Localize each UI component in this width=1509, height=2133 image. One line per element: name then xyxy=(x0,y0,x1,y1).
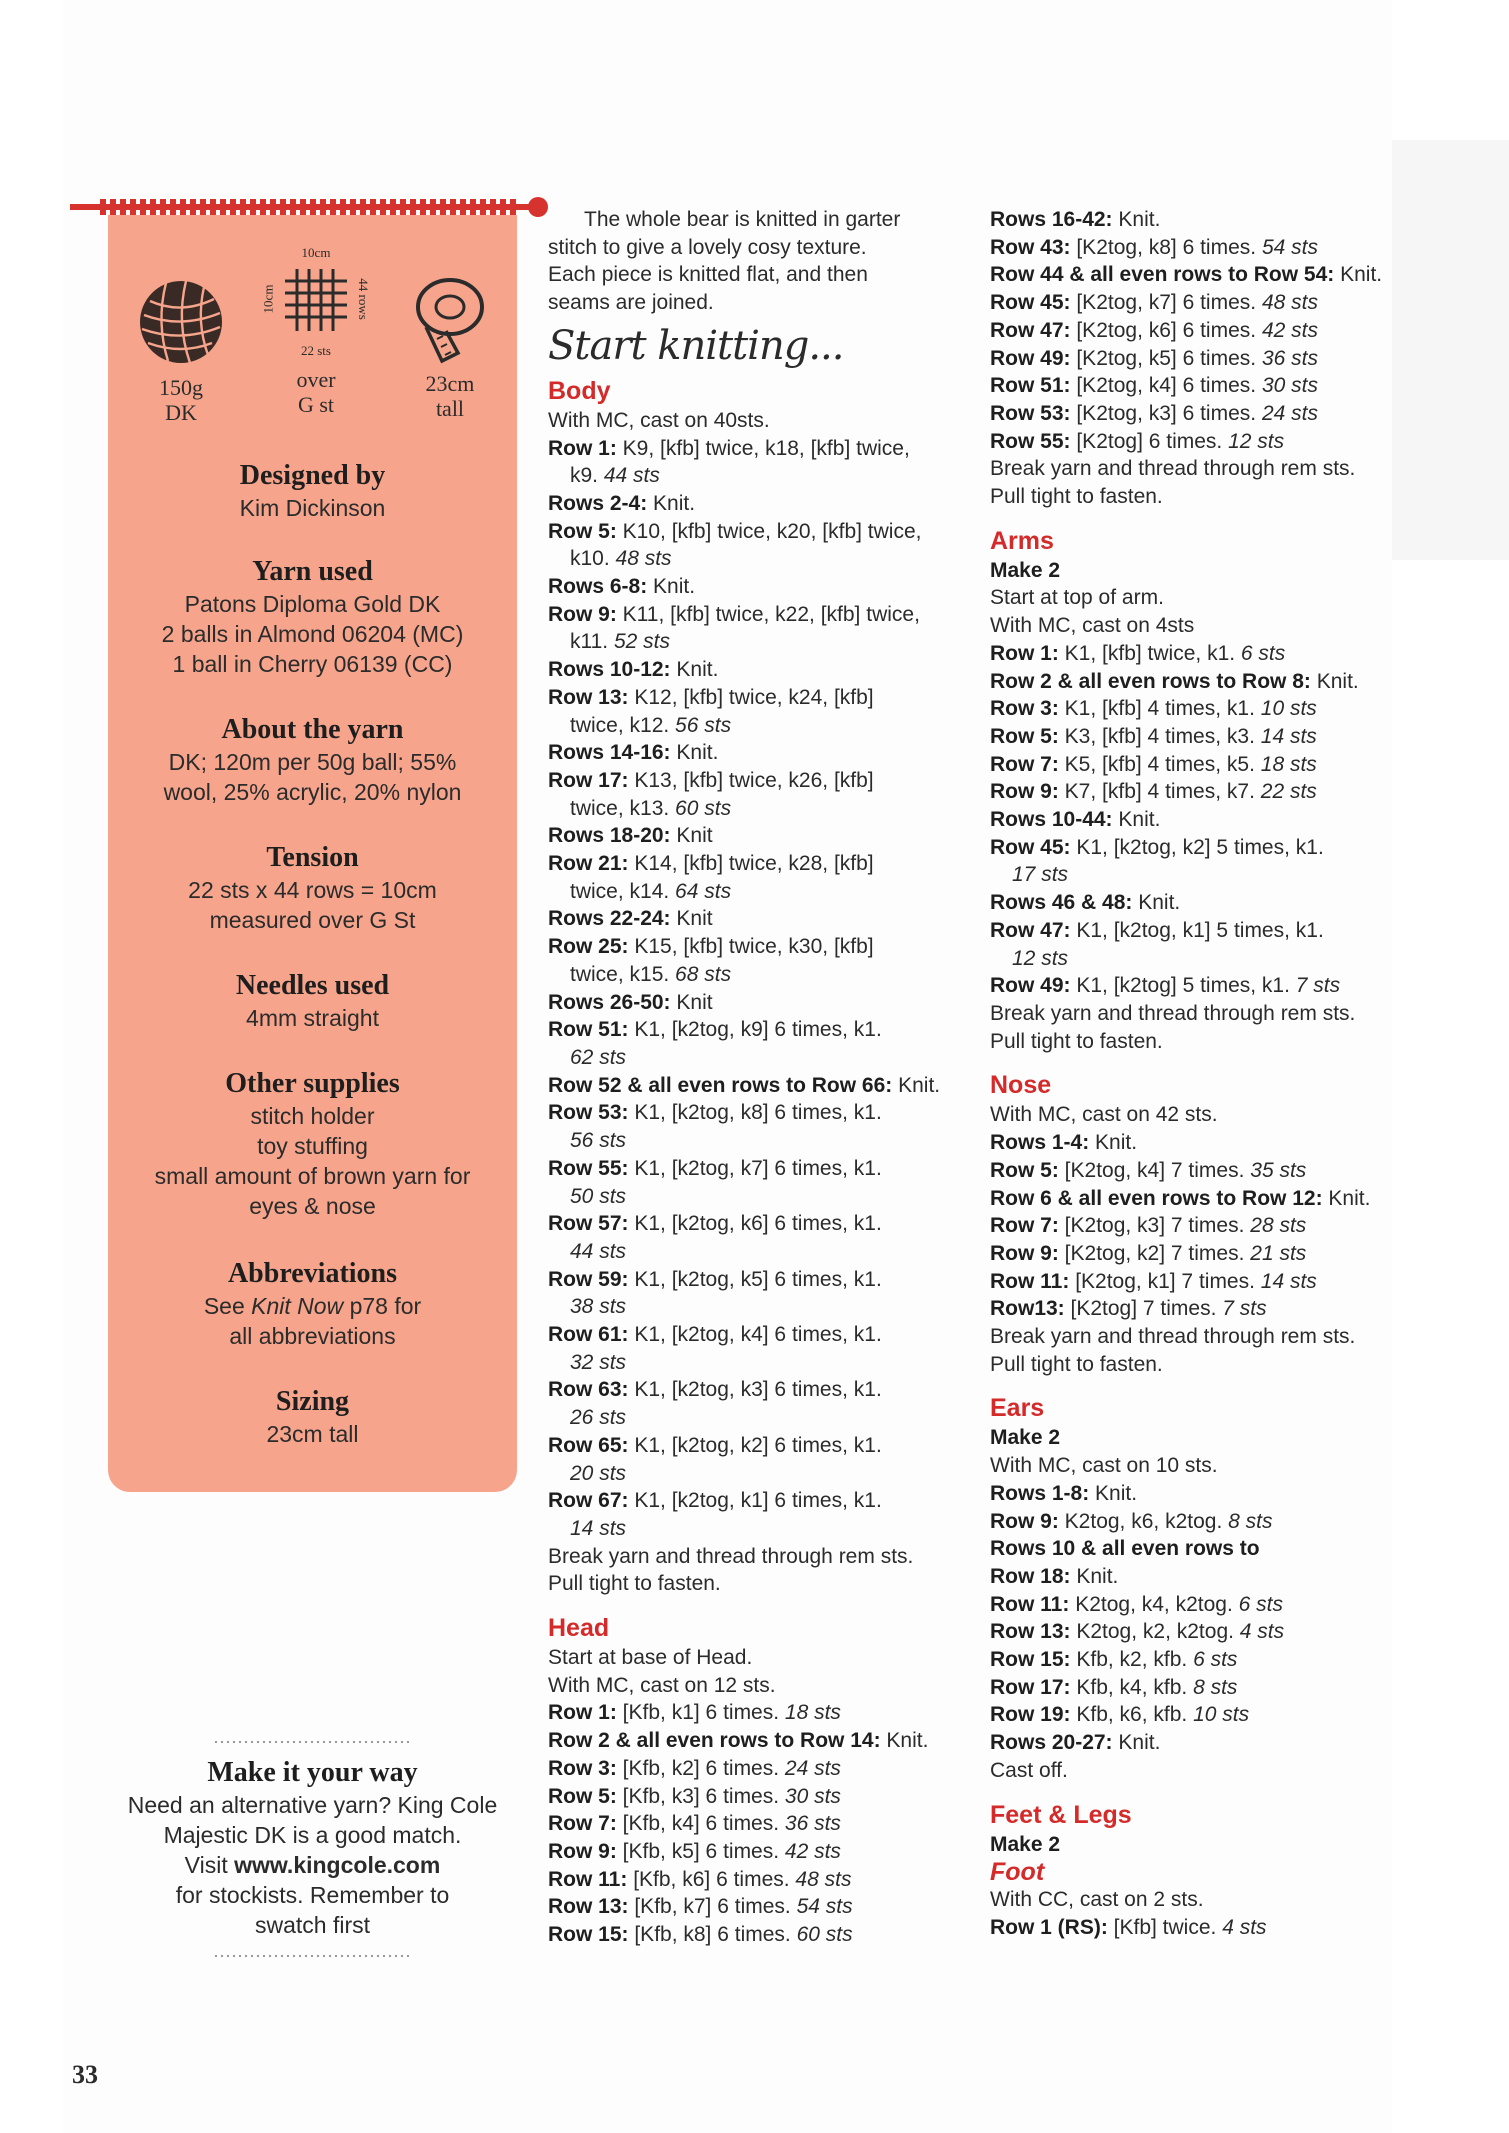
yarn-line: 1 ball in Cherry 06139 (CC) xyxy=(172,651,453,677)
instruction-line: With MC, cast on 10 sts. xyxy=(990,1454,1218,1478)
about-yarn-line: wool, 25% acrylic, 20% nylon xyxy=(163,779,462,805)
size-value: 23cm xyxy=(425,371,475,396)
instruction-line: Row 45: [K2tog, k7] 6 times. 48 sts xyxy=(990,291,1318,315)
instruction-line: Rows 6-8: Knit. xyxy=(548,575,696,599)
yarn-line: 2 balls in Almond 06204 (MC) xyxy=(161,621,464,647)
section-heading-nose: Nose xyxy=(990,1071,1052,1100)
instruction-line: Rows 1-4: Knit. xyxy=(990,1131,1138,1155)
section-heading-ears: Ears xyxy=(990,1394,1045,1423)
abbreviations-heading: Abbreviations xyxy=(227,1258,398,1289)
gauge-bottom-label: 22 sts xyxy=(301,343,331,358)
instruction-line: Rows 18-20: Knit xyxy=(548,824,713,848)
yarn-weight-info xyxy=(121,277,241,425)
abbreviations-line: all abbreviations xyxy=(229,1323,396,1349)
instruction-line: Cast off. xyxy=(990,1758,1068,1782)
instruction-line: Row 5: [K2tog, k4] 7 times. 35 sts xyxy=(990,1158,1307,1182)
tension-heading: Tension xyxy=(266,842,359,873)
instruction-line: Row 11: [Kfb, k6] 6 times. 48 sts xyxy=(548,1867,852,1891)
instruction-line: Row 17: K13, [kfb] twice, k26, [kfb] xyxy=(548,768,874,792)
instruction-line: Pull tight to fasten. xyxy=(548,1572,721,1596)
needles-heading: Needles used xyxy=(235,970,390,1001)
needles-line: 4mm straight xyxy=(246,1005,379,1031)
instruction-line: Row 1: K1, [kfb] twice, k1. 6 sts xyxy=(990,641,1286,665)
instruction-line: Row 7: [Kfb, k4] 6 times. 36 sts xyxy=(548,1812,841,1836)
instruction-line: Row 57: K1, [k2tog, k6] 6 times, k1. xyxy=(548,1212,882,1236)
instruction-line: Row 61: K1, [k2tog, k4] 6 times, k1. xyxy=(548,1323,882,1347)
page-edge xyxy=(1392,140,1509,560)
about-yarn-section xyxy=(108,713,517,807)
size-info xyxy=(390,275,510,421)
instruction-line: Row 45: K1, [k2tog, k2] 5 times, k1. xyxy=(990,835,1324,859)
needles-section xyxy=(108,969,517,1033)
instruction-line: Row 5: [Kfb, k3] 6 times. 30 sts xyxy=(548,1784,841,1808)
instruction-line: Row 3: K1, [kfb] 4 times, k1. 10 sts xyxy=(990,697,1317,721)
sizing-heading: Sizing xyxy=(275,1386,350,1417)
instruction-line: Row 17: Kfb, k4, kfb. 8 sts xyxy=(990,1675,1238,1699)
instruction-line: Row 9: K2tog, k6, k2tog. 8 sts xyxy=(990,1509,1273,1533)
instruction-line: With MC, cast on 4sts xyxy=(990,614,1195,638)
intro-line: The whole bear is knitted in garter xyxy=(584,208,901,231)
instruction-line: Rows 10-12: Knit. xyxy=(548,658,719,682)
designer-heading: Designed by xyxy=(239,460,386,491)
instruction-line: Row 53: [K2tog, k3] 6 times. 24 sts xyxy=(990,401,1318,425)
instruction-line: Row 15: [Kfb, k8] 6 times. 60 sts xyxy=(548,1923,853,1947)
instruction-line: Row 47: [K2tog, k6] 6 times. 42 sts xyxy=(990,318,1318,342)
instruction-line: Row 51: K1, [k2tog, k9] 6 times, k1. xyxy=(548,1018,882,1042)
instruction-line: Row 19: Kfb, k6, kfb. 10 sts xyxy=(990,1703,1250,1727)
sizing-section xyxy=(108,1385,517,1449)
instruction-line: Row 15: Kfb, k2, kfb. 6 sts xyxy=(990,1648,1238,1672)
gauge-left-label: 10cm xyxy=(260,284,276,314)
instruction-line: twice, k14. 64 sts xyxy=(570,879,732,903)
instruction-line: Row 44 & all even rows to Row 54: Knit. xyxy=(990,263,1383,287)
make-it-line: Need an alternative yarn? King Cole xyxy=(127,1792,498,1818)
instruction-line: Break yarn and thread through rem sts. xyxy=(990,1325,1356,1349)
tape-measure-icon xyxy=(412,275,488,367)
tension-info xyxy=(252,245,380,417)
instruction-line: twice, k13. 60 sts xyxy=(570,796,732,820)
instruction-line: Rows 20-27: Knit. xyxy=(990,1731,1161,1755)
instruction-line: Row 49: K1, [k2tog] 5 times, k1. 7 sts xyxy=(990,974,1341,998)
instruction-line: Pull tight to fasten. xyxy=(990,1029,1163,1053)
yarn-section xyxy=(108,555,517,679)
instruction-line: k9. 44 sts xyxy=(570,464,660,488)
instruction-line: Row 59: K1, [k2tog, k5] 6 times, k1. xyxy=(548,1267,882,1291)
instruction-line: 38 sts xyxy=(570,1295,627,1319)
instruction-line: Make 2 xyxy=(990,1426,1061,1450)
supplies-line: eyes & nose xyxy=(249,1193,376,1219)
yarn-line: Patons Diploma Gold DK xyxy=(184,591,441,617)
instruction-line: With MC, cast on 40sts. xyxy=(548,408,770,432)
instruction-line: Break yarn and thread through rem sts. xyxy=(990,1001,1356,1025)
instruction-line: Row 65: K1, [k2tog, k2] 6 times, k1. xyxy=(548,1433,882,1457)
pattern-column-right xyxy=(990,206,1390,1942)
instruction-line: Row 7: [K2tog, k3] 7 times. 28 sts xyxy=(990,1214,1307,1238)
instruction-line: Row 51: [K2tog, k4] 6 times. 30 sts xyxy=(990,374,1318,398)
instruction-line: Row 11: [K2tog, k1] 7 times. 14 sts xyxy=(990,1269,1317,1293)
make-it-line: Visit www.kingcole.com xyxy=(184,1852,441,1878)
instruction-line: Row 9: [Kfb, k5] 6 times. 42 sts xyxy=(548,1839,841,1863)
instruction-line: Row 21: K14, [kfb] twice, k28, [kfb] xyxy=(548,852,874,876)
abbr-text: p78 for xyxy=(343,1293,422,1319)
instruction-line: Row 7: K5, [kfb] 4 times, k5. 18 sts xyxy=(990,752,1317,776)
instruction-line: k10. 48 sts xyxy=(570,547,672,571)
instruction-line: Rows 26-50: Knit xyxy=(548,990,713,1014)
make-it-your-way-text xyxy=(108,1790,517,1940)
pattern-column-middle xyxy=(548,206,958,1949)
gauge-right-label: 44 rows xyxy=(355,278,371,320)
instruction-line: Row 47: K1, [k2tog, k1] 5 times, k1. xyxy=(990,918,1324,942)
instruction-line: Row13: [K2tog] 7 times. 7 sts xyxy=(990,1297,1267,1321)
designer-section xyxy=(108,459,517,523)
instruction-line: 56 sts xyxy=(570,1129,627,1153)
instruction-line: Row 13: K2tog, k2, k2tog. 4 sts xyxy=(990,1620,1285,1644)
abbr-text: See xyxy=(203,1293,252,1319)
dotted-divider xyxy=(213,1954,413,1958)
supplies-section xyxy=(108,1067,517,1221)
instruction-line: Row 18: Knit. xyxy=(990,1564,1119,1588)
instruction-line: 44 sts xyxy=(570,1239,627,1263)
tension-section xyxy=(108,841,517,935)
instruction-line: Row 55: [K2tog] 6 times. 12 sts xyxy=(990,429,1285,453)
designer-name: Kim Dickinson xyxy=(239,495,386,521)
tension-line: 22 sts x 44 rows = 10cm xyxy=(188,877,437,903)
instruction-line: Rows 46 & 48: Knit. xyxy=(990,891,1181,915)
instruction-line: twice, k15. 68 sts xyxy=(570,962,732,986)
instruction-line: With MC, cast on 42 sts. xyxy=(990,1103,1218,1127)
stockist-link[interactable]: www.kingcole.com xyxy=(234,1852,441,1878)
yarn-ball-icon xyxy=(136,277,226,367)
instruction-line: twice, k12. 56 sts xyxy=(570,713,732,737)
gauge-top-label: 10cm xyxy=(301,245,331,260)
dotted-divider xyxy=(213,1740,413,1744)
instruction-line: Row 1: [Kfb, k1] 6 times. 18 sts xyxy=(548,1701,841,1725)
supplies-heading: Other supplies xyxy=(225,1068,400,1099)
abbr-magazine-title: Knit Now xyxy=(251,1293,344,1319)
instruction-line: Row 53: K1, [k2tog, k8] 6 times, k1. xyxy=(548,1101,882,1125)
page-number: 33 xyxy=(72,2060,98,2089)
instruction-line: Rows 22-24: Knit xyxy=(548,907,713,931)
sizing-line: 23cm tall xyxy=(266,1421,359,1447)
instruction-line: With CC, cast on 2 sts. xyxy=(990,1888,1204,1912)
supplies-line: small amount of brown yarn for xyxy=(154,1163,471,1189)
knitting-needle-decoration xyxy=(70,197,548,217)
section-heading-body: Body xyxy=(548,376,611,405)
instruction-line: 14 sts xyxy=(570,1516,627,1540)
instruction-line: Pull tight to fasten. xyxy=(990,485,1163,509)
instruction-line: Row 6 & all even rows to Row 12: Knit. xyxy=(990,1186,1371,1210)
supplies-line: stitch holder xyxy=(250,1103,375,1129)
make-it-your-way-heading: Make it your way xyxy=(207,1757,418,1788)
instruction-line: Row 11: K2tog, k4, k2tog. 6 sts xyxy=(990,1592,1283,1616)
instruction-line: Row 13: [Kfb, k7] 6 times. 54 sts xyxy=(548,1895,853,1919)
about-yarn-heading: About the yarn xyxy=(221,714,404,745)
info-sidebar xyxy=(108,215,517,1492)
instruction-line: Row 2 & all even rows to Row 14: Knit. xyxy=(548,1729,929,1753)
section-heading-arms: Arms xyxy=(990,526,1054,555)
intro-line: Each piece is knitted flat, and then xyxy=(548,263,868,287)
instruction-line: Make 2 xyxy=(990,1832,1061,1856)
make-it-line: for stockists. Remember to xyxy=(175,1882,450,1908)
start-knitting-heading: Start knitting... xyxy=(548,322,844,369)
instruction-line: 12 sts xyxy=(1012,946,1069,970)
instruction-line: Rows 10 & all even rows to xyxy=(990,1537,1260,1561)
instruction-line: Row 63: K1, [k2tog, k3] 6 times, k1. xyxy=(548,1378,882,1402)
instruction-line: Row 43: [K2tog, k8] 6 times. 54 sts xyxy=(990,235,1318,259)
instruction-line: Row 67: K1, [k2tog, k1] 6 times, k1. xyxy=(548,1489,882,1513)
instruction-line: 20 sts xyxy=(570,1461,627,1485)
instruction-line: Row 3: [Kfb, k2] 6 times. 24 sts xyxy=(548,1756,841,1780)
make-it-line: Majestic DK is a good match. xyxy=(163,1822,462,1848)
info-icons-row xyxy=(108,245,517,445)
instruction-line: Start at top of arm. xyxy=(990,586,1164,610)
instruction-line: Rows 1-8: Knit. xyxy=(990,1481,1138,1505)
yarn-weight-grams: 150g xyxy=(159,375,203,400)
yarn-heading: Yarn used xyxy=(252,556,373,587)
instruction-line: Break yarn and thread through rem sts. xyxy=(990,457,1356,481)
tension-line: measured over G St xyxy=(209,907,416,933)
instruction-line: Rows 14-16: Knit. xyxy=(548,741,719,765)
instruction-line: Row 13: K12, [kfb] twice, k24, [kfb] xyxy=(548,685,874,709)
abbreviations-section xyxy=(108,1257,517,1351)
instruction-line: Break yarn and thread through rem sts. xyxy=(548,1544,914,1568)
make-it-line: swatch first xyxy=(254,1912,371,1938)
instruction-line: Rows 10-44: Knit. xyxy=(990,808,1161,832)
yarn-weight-type: DK xyxy=(165,400,197,425)
instruction-line: Row 25: K15, [kfb] twice, k30, [kfb] xyxy=(548,935,874,959)
instruction-line: Row 9: [K2tog, k2] 7 times. 21 sts xyxy=(990,1241,1307,1265)
section-heading-feet-legs: Feet & Legs xyxy=(990,1800,1132,1829)
section-heading-head: Head xyxy=(548,1614,610,1643)
intro-line: seams are joined. xyxy=(548,291,714,315)
instruction-line: Row 55: K1, [k2tog, k7] 6 times, k1. xyxy=(548,1156,882,1180)
instruction-line: Row 5: K3, [kfb] 4 times, k3. 14 sts xyxy=(990,724,1317,748)
gauge-caption-over: over xyxy=(296,367,336,392)
about-yarn-line: DK; 120m per 50g ball; 55% xyxy=(168,749,457,775)
instruction-line: Row 52 & all even rows to Row 66: Knit. xyxy=(548,1073,941,1097)
instruction-line: 50 sts xyxy=(570,1184,627,1208)
instruction-line: Rows 2-4: Knit. xyxy=(548,491,696,515)
subsection-heading-foot: Foot xyxy=(990,1858,1045,1887)
instruction-line: Row 1: K9, [kfb] twice, k18, [kfb] twice, xyxy=(548,436,910,460)
instruction-line: k11. 52 sts xyxy=(570,630,670,654)
instruction-line: Make 2 xyxy=(990,558,1061,582)
instruction-line: With MC, cast on 12 sts. xyxy=(548,1673,776,1697)
instruction-line: 32 sts xyxy=(570,1350,627,1374)
make-it-your-way-box xyxy=(108,1740,517,1958)
size-label: tall xyxy=(435,396,465,421)
instruction-line: Row 5: K10, [kfb] twice, k20, [kfb] twice, xyxy=(548,519,922,543)
instruction-line: Row 49: [K2tog, k5] 6 times. 36 sts xyxy=(990,346,1318,370)
gauge-caption-gst: G st xyxy=(297,392,335,417)
instruction-line: 62 sts xyxy=(570,1045,627,1069)
instruction-line: Row 1 (RS): [Kfb] twice. 4 sts xyxy=(990,1915,1267,1939)
instruction-line: Rows 16-42: Knit. xyxy=(990,208,1161,231)
instruction-line: Row 9: K11, [kfb] twice, k22, [kfb] twice, xyxy=(548,602,920,626)
abbreviations-line xyxy=(108,1291,517,1321)
gauge-grid-icon xyxy=(281,265,351,335)
instruction-line: Row 9: K7, [kfb] 4 times, k7. 22 sts xyxy=(990,780,1317,804)
instruction-line: Pull tight to fasten. xyxy=(990,1352,1163,1376)
instruction-line: Start at base of Head. xyxy=(548,1646,753,1670)
intro-line: stitch to give a lovely cosy texture. xyxy=(548,235,867,259)
instruction-line: Row 2 & all even rows to Row 8: Knit. xyxy=(990,669,1359,693)
instruction-line: 26 sts xyxy=(570,1406,627,1430)
instruction-line: 17 sts xyxy=(1012,863,1069,887)
supplies-line: toy stuffing xyxy=(257,1133,368,1159)
